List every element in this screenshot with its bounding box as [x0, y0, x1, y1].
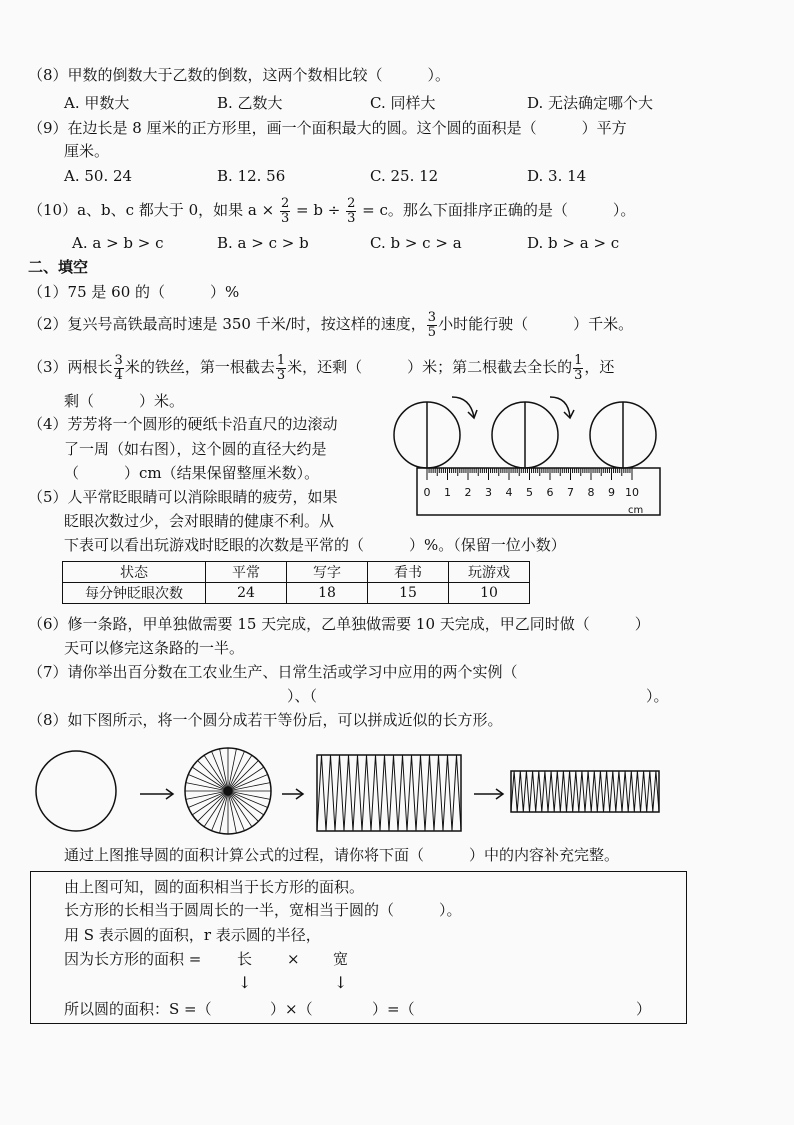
q9-option-c[interactable]: C. 25. 12	[370, 167, 439, 185]
fill-q3	[28, 350, 614, 384]
table-cell: 状态	[63, 562, 206, 583]
box-formula-end: ）	[636, 1000, 652, 1018]
fill-q3-part: 米的铁丝，第一根截去	[124, 358, 275, 376]
fill-q8-line2: 通过上图推导圆的面积计算公式的过程，请你将下面（ ）中的内容补充完整。	[64, 846, 620, 864]
fill-q5-line2: 眨眼次数过少，会对眼睛的健康不利。从	[64, 512, 335, 530]
q8-option-c[interactable]: C. 同样大	[370, 94, 436, 112]
circle-to-rectangle-figure	[30, 746, 710, 846]
q8-option-a[interactable]: A. 甲数大	[64, 94, 130, 112]
fill-q7-blank-sep: ）、（	[287, 687, 318, 705]
box-width-label: 宽	[333, 950, 349, 968]
q9-stem-cont: 厘米。	[64, 142, 110, 160]
q8-stem: （8）甲数的倒数大于乙数的倒数，这两个数相比较（ ）。	[28, 66, 451, 84]
table-row	[63, 562, 530, 583]
table-cell: 24	[206, 583, 287, 604]
ruler-tick-label: 10	[625, 486, 639, 499]
fill-q8-line1: （8）如下图所示，将一个圆分成若干等份后，可以拼成近似的长方形。	[28, 711, 503, 729]
fill-q3-part: （3）两根长	[28, 358, 113, 376]
q10-option-c[interactable]: C. b > c > a	[370, 234, 462, 252]
sector-zigzag	[317, 755, 461, 831]
fraction: $\frac{2}{3}$	[347, 195, 356, 226]
box-line2: 长方形的长相当于圆周长的一半，宽相当于圆的（ ）。	[64, 901, 462, 919]
ruler-tick-label: 0	[423, 486, 431, 499]
fill-q7-line1: （7）请你举出百分数在工农业生产、日常生活或学习中应用的两个实例（	[28, 663, 518, 681]
box-times: ×	[287, 950, 300, 968]
table-cell: 10	[449, 583, 530, 604]
fill-q4-line1: （4）芳芳将一个圆形的硬纸卡沿直尺的边滚动	[28, 415, 338, 433]
box-formula-start: 所以圆的面积：S =（	[64, 1000, 212, 1018]
q9-option-b[interactable]: B. 12. 56	[217, 167, 286, 185]
ruler-tick-label: 4	[505, 486, 513, 499]
fill-q4-line2: 了一周（如右图），这个圆的直径大约是	[64, 440, 327, 458]
center-dot	[224, 787, 232, 795]
ruler-tick-label: 2	[464, 486, 472, 499]
fill-q4-line3: （ ）cm（结果保留整厘米数）。	[64, 464, 320, 482]
q10-text-post: = c。那么下面排序正确的是（ ）。	[362, 201, 636, 219]
fraction: $\frac{1}{3}$	[276, 352, 286, 383]
ruler-tick-label: 1	[444, 486, 451, 499]
down-arrow-icon: ↓	[238, 973, 252, 992]
q9-option-a[interactable]: A. 50. 24	[64, 167, 133, 185]
box-formula-mid2: ）=（	[372, 1000, 415, 1018]
ruler-body	[417, 468, 660, 515]
ruler-tick-label: 9	[608, 486, 615, 499]
ruler-tick-label: 8	[587, 486, 595, 499]
box-length-label: 长	[237, 950, 253, 968]
q9-stem: （9）在边长是 8 厘米的正方形里，画一个面积最大的圆。这个圆的面积是（ ）平方	[28, 119, 627, 137]
table-row	[63, 583, 530, 604]
fill-q6-line1: （6）修一条路，甲单独做需要 15 天完成，乙单独做需要 10 天完成，甲乙同时做（ ）	[28, 615, 650, 633]
q9-option-d[interactable]: D. 3. 14	[527, 167, 587, 185]
table-cell: 玩游戏	[449, 562, 530, 583]
q10-text-mid: = b ÷	[296, 201, 341, 219]
q10-option-a[interactable]: A. a > b > c	[72, 234, 164, 252]
sector-line	[228, 791, 258, 821]
fill-q2	[28, 307, 633, 341]
table-cell: 18	[287, 583, 368, 604]
table-cell: 写字	[287, 562, 368, 583]
q8-option-d[interactable]: D. 无法确定哪个大	[527, 94, 654, 112]
table-cell: 15	[368, 583, 449, 604]
fill-q3-part: ，还	[584, 358, 615, 376]
sector-line	[228, 761, 258, 791]
box-line4: 因为长方形的面积 =	[64, 950, 202, 968]
q10-option-b[interactable]: B. a > c > b	[217, 234, 309, 252]
fraction: $\frac{3}{4}$	[114, 352, 123, 383]
q8-option-b[interactable]: B. 乙数大	[217, 94, 283, 112]
fill-q5-line1: （5）人平常眨眼睛可以消除眼睛的疲劳，如果	[28, 488, 338, 506]
box-line1: 由上图可知，圆的面积相当于长方形的面积。	[64, 878, 365, 896]
down-arrow-icon: ↓	[334, 973, 348, 992]
fill-q2-pre: （2）复兴号高铁最高时速是 350 千米/时，按这样的速度，	[28, 315, 426, 333]
q10-stem	[28, 193, 635, 227]
ruler-tick-label: 6	[546, 486, 554, 499]
ruler-tick-label: 7	[567, 486, 574, 499]
fraction: $\frac{1}{3}$	[574, 352, 583, 383]
fill-q1: （1）75 是 60 的（ ）%	[28, 283, 240, 301]
q10-text-pre: （10）a、b、c 都大于 0，如果 a ×	[28, 201, 275, 219]
ruler-tick-label: 5	[526, 486, 533, 499]
fraction: $\frac{3}{5}$	[427, 309, 437, 340]
blink-table	[62, 561, 530, 604]
table-cell: 平常	[206, 562, 287, 583]
table-cell: 看书	[368, 562, 449, 583]
fraction: $\frac{2}{3}$	[280, 195, 290, 226]
rolling-circle-ruler-figure	[390, 392, 670, 522]
fill-q7-blank-end: ）。	[646, 687, 669, 705]
q10-option-d[interactable]: D. b > a > c	[527, 234, 620, 252]
fill-q6-line2: 天可以修完这条路的一半。	[64, 639, 245, 657]
box-line3: 用 S 表示圆的面积，r 表示圆的半径，	[64, 926, 321, 944]
ruler-unit: cm	[628, 505, 644, 516]
plain-circle	[36, 751, 116, 831]
sector-line	[198, 761, 228, 791]
fill-q2-post: 小时能行驶（ ）千米。	[438, 315, 634, 333]
sector-zigzag	[511, 771, 659, 812]
table-cell: 每分钟眨眼次数	[63, 583, 206, 604]
box-formula-mid1: ）×（	[270, 1000, 313, 1018]
ruler-tick-label: 3	[485, 486, 492, 499]
sector-line	[198, 791, 228, 821]
fill-q3-part: 米，还剩（ ）米；第二根截去全长的	[287, 358, 573, 376]
fill-q5-line3: 下表可以看出玩游戏时眨眼的次数是平常的（ ）%。（保留一位小数）	[64, 536, 566, 554]
fill-q3-line2: 剩（ ）米。	[64, 392, 185, 410]
section-title: 二、填空	[28, 258, 89, 276]
